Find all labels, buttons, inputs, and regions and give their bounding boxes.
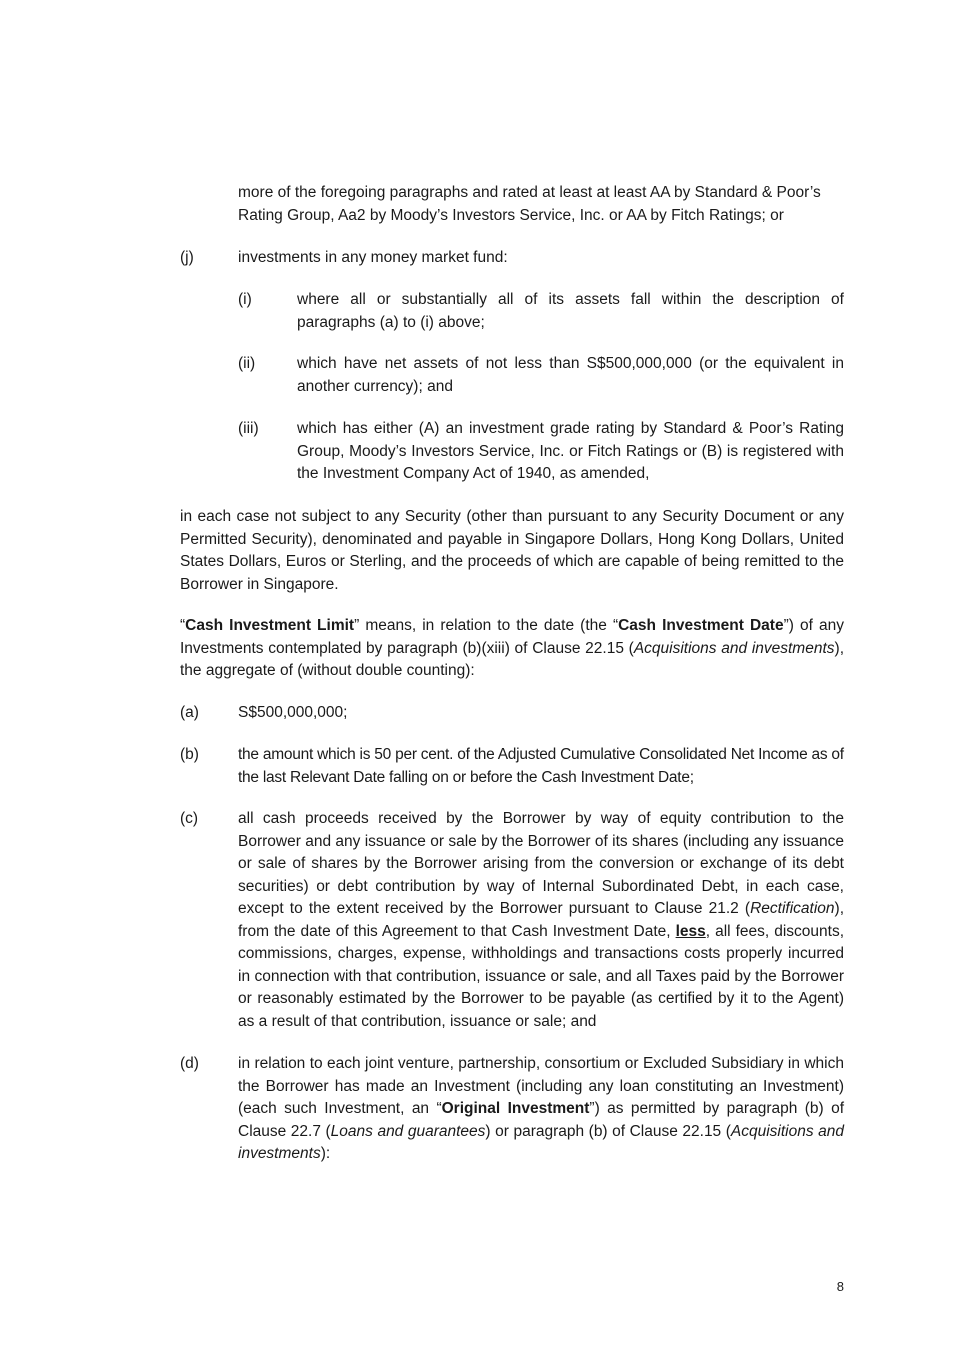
defined-term-cash-investment-limit: Cash Investment Limit bbox=[185, 617, 355, 634]
para-j: investments in any money market fund: bbox=[238, 249, 508, 266]
label-j-ii: (ii) bbox=[238, 355, 256, 372]
para-d: in relation to each joint venture, partnership, consortium or Excluded Subsidiary in which the Borrower has made an Investment (including any loan constituting an Investment) (each such Investment, an “Original Investment”) as permitted by paragraph (b) of Clause 22.7 (Loans and guarantees) or paragraph (b) of Clause 22.15 (Acquisitions and investments): bbox=[238, 1055, 844, 1162]
para-b: the amount which is 50 per cent. of the Adjusted Cumulative Consolidated Net Income as of the last Relevant Date falling on or before the Cash Investment Date; bbox=[238, 746, 844, 786]
para-c: all cash proceeds received by the Borrower by way of equity contribution to the Borrower and any issuance or sale by the Borrower of its shares (including any issuance or sale of shares by the Borrower arising from the conversion or exchange of its debt securities) or debt contribution by way of Internal Subordinated Debt, in each case, except to the extent received by the Borrower pursuant to Clause 21.2 (Rectification), from the date of this Agreement to that Cash Investment Date, less, all fees, discounts, commissions, charges, expense, withholdings and transactions costs properly incurred in connection with that contribution, issuance or sale, and all Taxes paid by the Borrower or reasonably estimated by the Borrower to be payable (as certified by it to the Agent) as a result of that contribution, issuance or sale; and bbox=[238, 810, 845, 1030]
para-j-ii: which have net assets of not less than S$500,000,000 (or the equivalent in another currency); and bbox=[297, 355, 844, 395]
emphasis-less: less bbox=[675, 922, 706, 940]
definition-cash-investment-limit: “Cash Investment Limit” means, in relation to the date (the “Cash Investment Date”) of any Investments contemplated by paragraph (b)(xiii) of Clause 22.15 (Acquisitions and investments), the aggregate of (without double counting): bbox=[180, 617, 844, 679]
para-a: S$500,000,000; bbox=[238, 704, 348, 721]
label-j: (j) bbox=[180, 249, 194, 266]
defined-term-original-investment: Original Investment bbox=[441, 1100, 590, 1117]
defined-term-cash-investment-date: Cash Investment Date bbox=[618, 617, 784, 634]
para-each-case: in each case not subject to any Security (other than pursuant to any Security Document or any Permitted Security), denominated and payable in Singapore Dollars, Hong Kong Dollars, United States Dollars, Euros or Sterling, and the proceeds of which are capable of being remitted to the Borrower in Singapore. bbox=[180, 508, 844, 593]
para-j-iii: which has either (A) an investment grade rating by Standard & Poor’s Rating Group, Moody’s Investors Service, Inc. or Fitch Ratings or (B) is registered with the Investment Company Act of 1940, as amended, bbox=[297, 420, 844, 482]
label-c: (c) bbox=[180, 810, 199, 827]
label-b: (b) bbox=[180, 746, 199, 763]
page-number: 8 bbox=[836, 1279, 844, 1294]
para-i-continuation: more of the foregoing paragraphs and rated at least at least AA by Standard & Poor’s Rating Group, Aa2 by Moody’s Investors Service, Inc. or AA by Fitch Ratings; or bbox=[238, 184, 821, 224]
label-a: (a) bbox=[180, 704, 199, 721]
label-j-iii: (iii) bbox=[238, 420, 259, 437]
label-j-i: (i) bbox=[238, 291, 252, 308]
para-j-i: where all or substantially all of its assets fall within the description of paragraphs (a) to (i) above; bbox=[297, 291, 844, 331]
label-d: (d) bbox=[180, 1055, 199, 1072]
